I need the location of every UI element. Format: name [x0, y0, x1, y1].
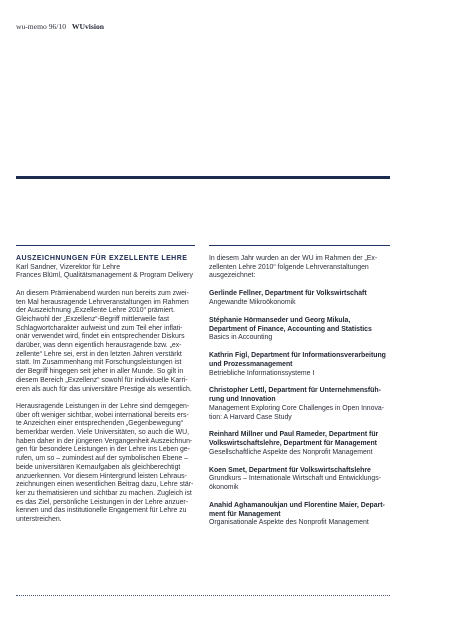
award-entry: [209, 467, 391, 493]
right-column: [209, 255, 391, 528]
text-line: zeichnungen einen wesentlichen Beitrag dazu, Lehre stär-: [16, 481, 194, 489]
award-course: [209, 449, 391, 458]
paragraph-2: [16, 403, 197, 525]
text-line: rufen, um so – zumindest auf der symbolischen Ebene –: [16, 455, 188, 463]
course-line: Gesellschaftliche Aspekte des Nonprofit Management: [209, 448, 373, 456]
left-column: [16, 255, 197, 525]
text-line: haben daher in der jüngeren Vergangenheit Auszeichnun-: [16, 437, 193, 445]
award-recipient: [209, 290, 391, 299]
awards-intro: [209, 255, 391, 281]
author-line: Frances Blüml, Qualitätsmanagement & Program Delivery: [16, 272, 193, 280]
text-line: unterstreichen.: [16, 516, 62, 524]
text-line: ker zu thematisieren und sichtbar zu machen. Zugleich ist: [16, 489, 192, 497]
course-line: Grundkurs – Internationale Wirtschaft und Entwicklungs-: [209, 475, 381, 483]
text-line: te Anzeichen einer entsprechenden „Gegenbewegung“: [16, 420, 184, 428]
page-header: [16, 22, 104, 31]
recipient-line: und Prozessmanagement: [209, 360, 293, 368]
course-line: tion: A Harvard Case Study: [209, 413, 292, 421]
award-course: [209, 475, 391, 492]
text-line: Gleichwohl der „Exzellenz“-Begriff mittlerweile fast: [16, 315, 170, 323]
recipient-line: rung und Innovation: [209, 396, 276, 404]
text-line: Schlagwortcharakter aufweist und zum Teil eher inflati-: [16, 324, 183, 332]
text-line: ausgezeichnet:: [209, 272, 256, 280]
recipient-line: Anahid Aghamanoukjan und Florentine Maier, Depart-: [209, 502, 385, 510]
right-column-top-rule: [209, 245, 390, 246]
text-line: beide universitären Kernaufgaben als gleichberechtigt: [16, 463, 181, 471]
recipient-line: Koen Smet, Department für Volkswirtschaftslehre: [209, 466, 371, 474]
course-line: Management Exploring Core Challenges in Open Innova-: [209, 404, 385, 412]
award-entry: [209, 502, 391, 528]
article-heading: AUSZEICHNUNGEN FÜR EXZELLENTE LEHRE: [16, 255, 188, 262]
award-recipient: [209, 387, 391, 404]
text-line: der Begriff hingegen seit jeher in aller Munde. So gilt in: [16, 368, 184, 376]
award-entry: [209, 431, 391, 457]
course-line: Angewandte Mikroökonomik: [209, 299, 296, 306]
text-line: ten Mal herausragende Lehrveranstaltungen im Rahmen: [16, 298, 189, 306]
text-line: An diesem Prämienabend wurden nun bereits zum zwei-: [16, 289, 189, 297]
course-line: Betriebliche Informationssysteme I: [209, 369, 315, 377]
award-recipient: [209, 467, 391, 476]
text-line: darüber, was denn eigentlich herausragende bzw. „ex-: [16, 342, 182, 350]
recipient-line: Reinhard Millner und Paul Rameder, Department für: [209, 431, 379, 439]
award-entry: [209, 290, 391, 307]
recipient-line: Stéphanie Hörmanseder und Georg Mikula,: [209, 316, 351, 324]
text-line: gen für besondere Leistungen in der Lehre ins Leben ge-: [16, 446, 190, 454]
text-line: eren als auch für das universitäre Prestige als wesentlich.: [16, 385, 192, 393]
course-line: Organisationale Aspekte des Nonprofit Management: [209, 519, 369, 527]
text-line: onär verwendet wird, findet ein entsprechender Diskurs: [16, 333, 185, 341]
paragraph-1: [16, 290, 197, 394]
award-recipient: [209, 502, 391, 519]
text-line: diesem Bereich „Exzellenz“ sowohl für individuelle Karri-: [16, 376, 188, 384]
section-divider-thick: [16, 176, 390, 179]
award-recipient: [209, 317, 391, 334]
left-column-top-rule: [16, 245, 195, 246]
award-recipient: [209, 431, 391, 448]
text-line: der Auszeichnung „Exzellente Lehre 2010“ prämiert.: [16, 307, 175, 315]
issue-label: wu-memo 96/10: [16, 22, 66, 31]
author-line: Karl Sandner, Vizerektor für Lehre: [16, 263, 121, 271]
text-line: über oft weniger sichtbar, wobei international bereits ers-: [16, 411, 189, 419]
award-entry: [209, 317, 391, 343]
text-line: statt. Im Zusammenhang mit Forschungsleistungen ist: [16, 359, 182, 367]
recipient-line: Kathrin Figl, Department für Informationsverarbeitung: [209, 352, 386, 360]
brand-label: WUvision: [71, 22, 104, 31]
text-line: zellenten Lehre 2010“ folgende Lehrveranstaltungen: [209, 263, 369, 271]
text-line: Herausragende Leistungen in der Lehre sind demgegen-: [16, 402, 190, 410]
award-course: [209, 405, 391, 422]
text-line: anzuerkennen. Vor diesem Hintergrund leisten Lehraus-: [16, 472, 187, 480]
award-course: [209, 519, 391, 528]
recipient-line: ment für Management: [209, 510, 281, 518]
course-line: ökonomik: [209, 484, 239, 492]
award-entry: [209, 352, 391, 378]
text-line: bemerkbar werden. Viele Universitäten, so auch die WU,: [16, 429, 189, 437]
award-course: [209, 299, 391, 308]
award-recipient: [209, 352, 391, 369]
text-line: zellente“ Lehre sei, erst in den letzten Jahren verstärkt: [16, 350, 182, 358]
article-authors: [16, 264, 197, 281]
recipient-line: Gerlinde Fellner, Department für Volkswirtschaft: [209, 290, 367, 298]
text-line: In diesem Jahr wurden an der WU im Rahmen der „Ex-: [209, 255, 378, 262]
text-line: kennen und das institutionelle Engagement für Lehre zu: [16, 507, 187, 515]
recipient-line: Volkswirtschaftslehre, Department für Management: [209, 440, 377, 448]
bottom-dotted-rule: [16, 595, 390, 596]
award-entry: [209, 387, 391, 422]
recipient-line: Christopher Lettl, Department für Unternehmensfüh-: [209, 387, 381, 395]
award-course: [209, 334, 391, 343]
recipient-line: Department of Finance, Accounting and Statistics: [209, 325, 372, 333]
award-course: [209, 370, 391, 379]
text-line: es das Ziel, persönliche Leistungen in der Lehre anzuer-: [16, 498, 188, 506]
course-line: Basics in Accounting: [209, 334, 273, 342]
